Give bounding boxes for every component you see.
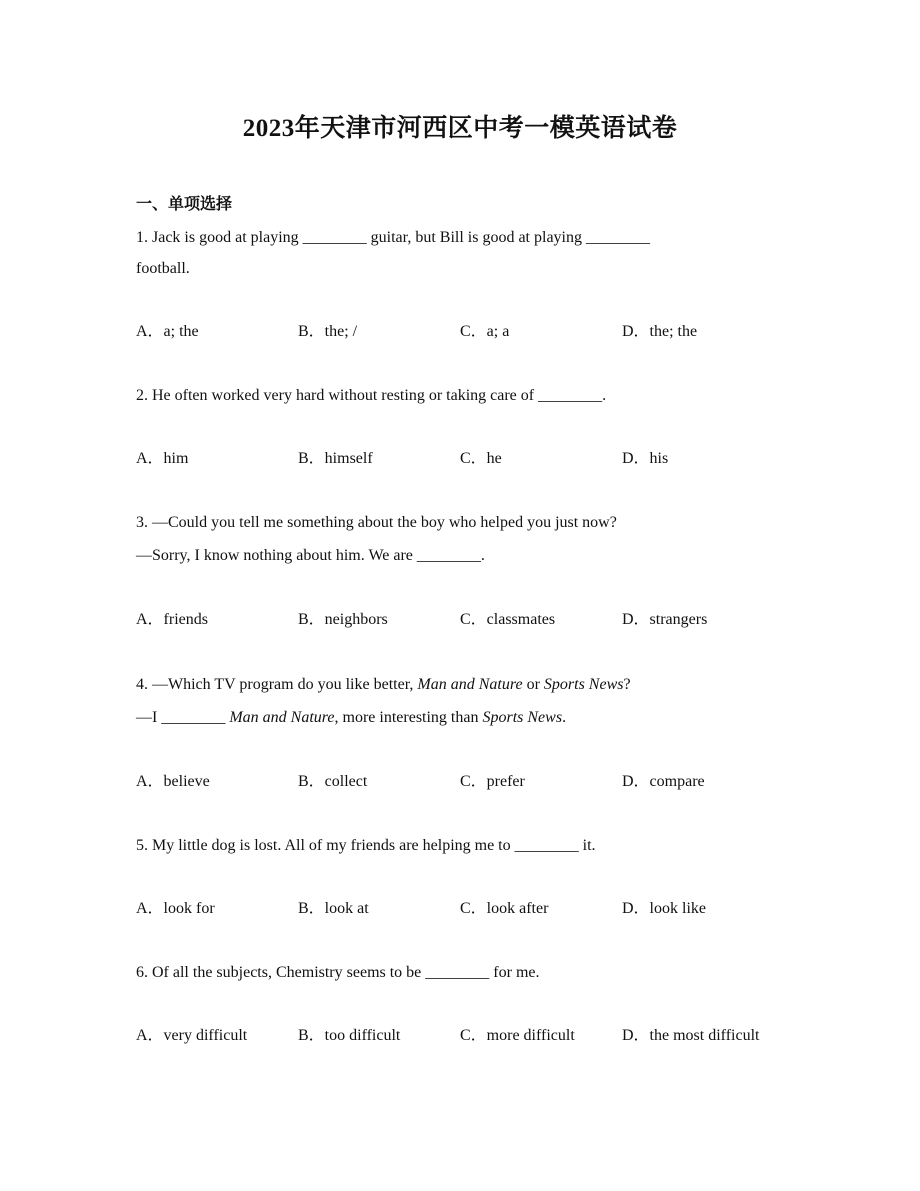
option-c[interactable]: C．more difficult (460, 1027, 575, 1044)
question-3-line-1: 3. —Could you tell me something about the boy who helped you just now? (136, 514, 617, 531)
option-d[interactable]: D．his (622, 450, 669, 467)
option-b[interactable]: B．too difficult (298, 1027, 401, 1044)
option-b[interactable]: B．himself (298, 450, 373, 467)
option-d[interactable]: D．strangers (622, 611, 708, 628)
option-c[interactable]: C．he (460, 450, 502, 467)
option-d[interactable]: D．look like (622, 900, 706, 917)
q4-text-a: 4. —Which TV program do you like better, (136, 676, 418, 693)
q4-title-man-and-nature: Man and Nature (417, 676, 523, 693)
option-c[interactable]: C．prefer (460, 773, 525, 790)
option-c[interactable]: C．classmates (460, 611, 556, 628)
question-6-line-1: 6. Of all the subjects, Chemistry seems to be ________ for me. (136, 964, 540, 981)
option-a[interactable]: A．believe (136, 773, 210, 790)
question-4-line-1 (136, 674, 631, 696)
q4-title-man-and-nature-2: Man and Nature (229, 709, 335, 726)
option-a[interactable]: A．him (136, 450, 189, 467)
q4-title-sports-news: Sports News (543, 676, 624, 693)
question-1-line-2: football. (136, 260, 190, 277)
question-3-line-2: —Sorry, I know nothing about him. We are ________. (136, 547, 485, 564)
question-2-line-1: 2. He often worked very hard without resting or taking care of ________. (136, 387, 607, 404)
q4-text-c: or (522, 676, 544, 693)
page-title: 2023年天津市河西区中考一模英语试卷 (242, 115, 678, 142)
option-b[interactable]: B．neighbors (298, 611, 388, 628)
option-b[interactable]: B．collect (298, 773, 368, 790)
option-b[interactable]: B．look at (298, 900, 369, 917)
option-d[interactable]: D．compare (622, 773, 705, 790)
option-d[interactable]: D．the; the (622, 323, 698, 340)
question-4-line-2 (136, 707, 566, 729)
option-a[interactable]: A．a; the (136, 323, 199, 340)
q4-text-2c: , more interesting than (334, 709, 483, 726)
option-c[interactable]: C．look after (460, 900, 549, 917)
option-a[interactable]: A．very difficult (136, 1027, 248, 1044)
section-heading: 一、单项选择 (136, 196, 233, 213)
question-5-line-1: 5. My little dog is lost. All of my friends are helping me to ________ it. (136, 837, 596, 854)
q4-text-2e: . (562, 709, 567, 726)
option-a[interactable]: A．look for (136, 900, 215, 917)
q4-title-sports-news-2: Sports News (482, 709, 563, 726)
question-1-line-1: 1. Jack is good at playing ________ guitar, but Bill is good at playing ________ (136, 229, 650, 246)
q4-text-2a: —I ________ (136, 709, 230, 726)
option-a[interactable]: A．friends (136, 611, 208, 628)
option-c[interactable]: C．a; a (460, 323, 510, 340)
q4-text-e: ? (623, 676, 631, 693)
option-d[interactable]: D．the most difficult (622, 1027, 760, 1044)
option-b[interactable]: B．the; / (298, 323, 358, 340)
